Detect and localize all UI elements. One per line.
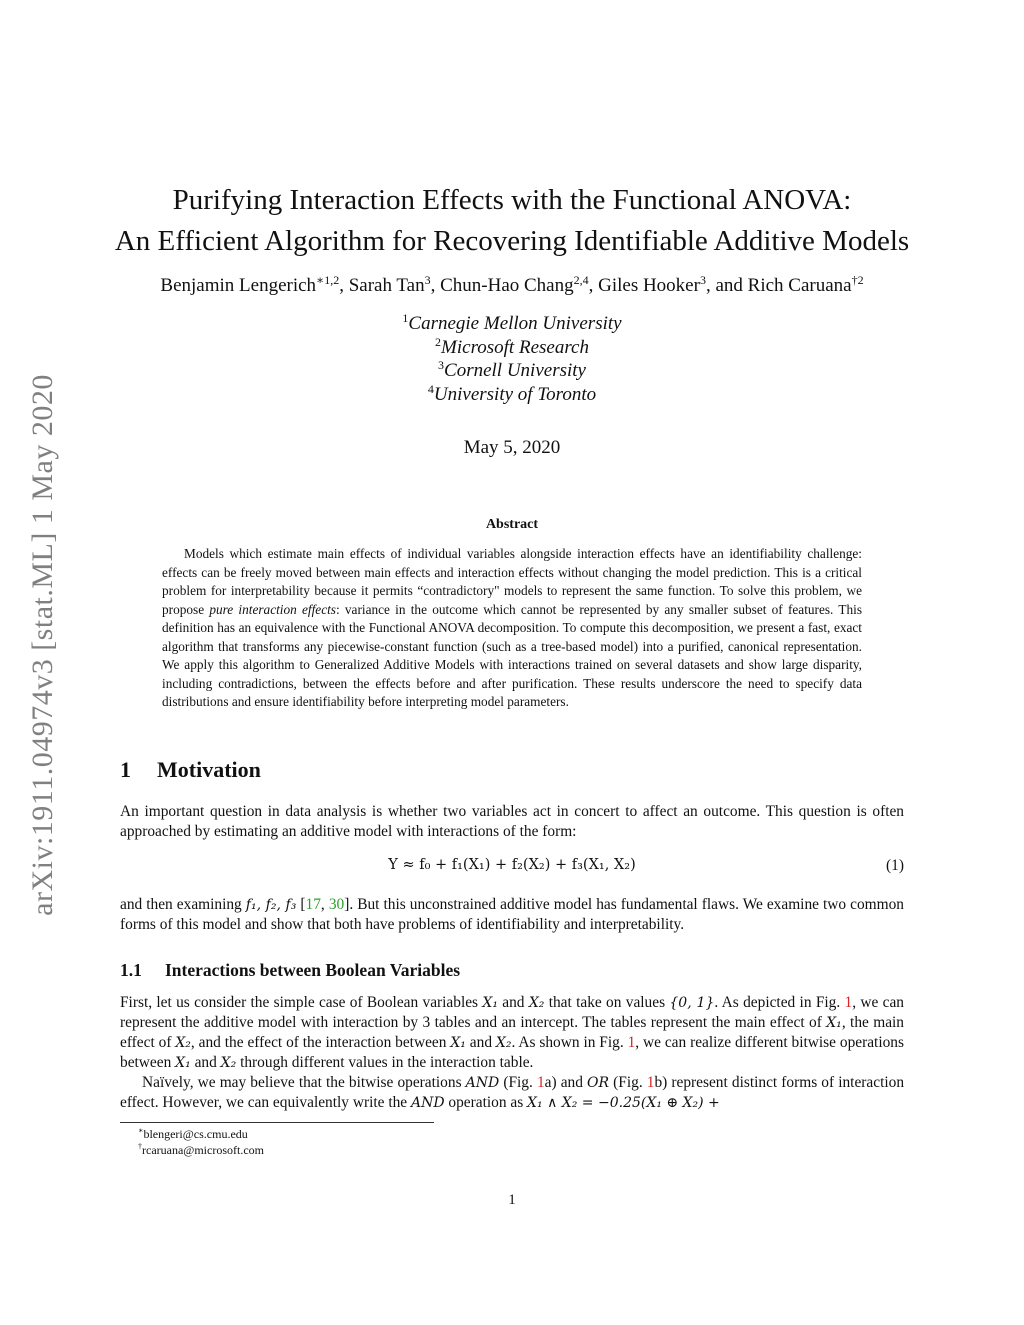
title-line-1: Purifying Interaction Effects with the Functional ANOVA:	[172, 184, 852, 216]
text: [	[296, 896, 306, 913]
author-affil-mark: 3	[424, 273, 431, 287]
text: , and the effect of the interaction between	[190, 1034, 451, 1051]
equation-body: Y ≈ f₀ + f₁(X₁) + f₂(X₂) + f₃(X₁, X₂)	[388, 857, 636, 873]
footnote-email[interactable]: rcaruana@microsoft.com	[142, 1143, 264, 1157]
text: and	[497, 994, 529, 1011]
text: ,	[320, 896, 329, 913]
author-affil-mark: 3	[699, 273, 706, 287]
paper-title	[0, 180, 1024, 262]
author-name: Chun-Hao Chang	[440, 275, 574, 296]
author-affil-mark: ∗1,2	[316, 273, 340, 287]
author-name: Sarah Tan	[348, 275, 425, 296]
math-inline: X₂	[495, 1035, 512, 1051]
author-list	[0, 275, 1024, 297]
affiliation	[0, 336, 1024, 360]
text: b) represent distinct forms of interaction effect. However, we can equivalently write the	[120, 1074, 905, 1111]
text: , the main effect of	[120, 1014, 905, 1051]
text: operation as	[444, 1094, 528, 1111]
text: Naïvely, we may believe that the bitwise operations	[142, 1074, 466, 1091]
author-separator: , and	[705, 275, 748, 296]
author-name: Giles Hooker	[598, 275, 700, 296]
math-inline: X₁	[450, 1035, 466, 1051]
figure-ref-link[interactable]: 1	[844, 994, 853, 1011]
motivation-paragraph-1: An important question in data analysis is whether two variables act in concert to affect an outcome. This question is often approached by estimating an additive model with interactions of the form:	[120, 803, 904, 840]
author-name: Benjamin Lengerich	[160, 275, 317, 296]
math-inline: X₁	[826, 1015, 842, 1031]
text: , we can represent the additive model with interaction by 3 tables and an intercept. The tables represent the main effect of	[120, 994, 904, 1031]
footnote-mark: †	[138, 1142, 142, 1151]
text: and	[190, 1054, 221, 1071]
affiliation-name: Cornell University	[444, 360, 586, 381]
text: through different values in the interaction table.	[236, 1054, 534, 1071]
footnote-divider	[120, 1122, 434, 1123]
equation-number: (1)	[886, 857, 904, 874]
text: and then examining	[120, 896, 246, 913]
affiliation-number: 2	[435, 334, 442, 349]
author-separator: ,	[430, 275, 441, 296]
text: , we can realize different bitwise operations between	[120, 1034, 904, 1071]
section-heading-motivation	[120, 757, 261, 783]
footnote	[138, 1143, 264, 1158]
text: ]. But this unconstrained additive model has fundamental flaws. We examine two common forms of this model and show that both have problems of identifiability and interpretability.	[120, 896, 904, 933]
footnote	[138, 1127, 248, 1142]
footnote-mark: ∗	[138, 1126, 144, 1135]
figure-ref-link[interactable]: 1	[627, 1034, 636, 1051]
motivation-paragraph-2	[120, 895, 904, 935]
math-inline: f₁, f₂, f₃	[245, 897, 297, 913]
text: (Fig.	[499, 1074, 537, 1091]
equation-1	[120, 857, 904, 879]
title-line-2: An Efficient Algorithm for Recovering Identifiable Additive Models	[114, 225, 910, 257]
figure-ref-link[interactable]: 1	[536, 1074, 545, 1091]
abstract-body	[162, 545, 862, 712]
page-number: 1	[508, 1192, 516, 1208]
abstract-text: Models which estimate main effects of individual variables alongside interaction effects have an identifiability challenge: effects can be freely moved between main effects and interaction effects without changing the model prediction. This is a critical problem for interpretability because it permits “contradictory" models to represent the same function. To solve this problem, we propose	[162, 546, 862, 617]
math-inline: AND	[410, 1095, 445, 1111]
subsection-title: Interactions between Boolean Variables	[165, 960, 461, 980]
affiliation-number: 1	[402, 311, 409, 325]
affiliation-list	[0, 312, 1024, 406]
abstract-emphasis: pure interaction effects	[209, 601, 336, 617]
section-title: Motivation	[157, 757, 261, 782]
citation-link[interactable]: 17	[305, 896, 321, 913]
text: . As shown in Fig.	[511, 1034, 628, 1051]
affiliation	[0, 359, 1024, 383]
text: that take on values	[544, 994, 670, 1011]
text: a) and	[544, 1074, 588, 1091]
figure-ref-link[interactable]: 1	[646, 1074, 655, 1091]
affiliation-name: University of Toronto	[433, 383, 597, 405]
math-inline: X₂	[220, 1055, 237, 1071]
abstract-heading: Abstract	[485, 517, 539, 532]
arxiv-sidebar-stamp	[18, 345, 68, 945]
text: First, let us consider the simple case of Boolean variables	[120, 994, 483, 1011]
arxiv-identifier: arXiv:1911.04974v3 [stat.ML] 1 May 2020	[26, 374, 59, 916]
subsection-number: 1.1	[120, 960, 142, 980]
affiliation	[0, 383, 1024, 407]
citation-link[interactable]: 30	[328, 896, 345, 913]
text: (Fig.	[609, 1074, 647, 1091]
math-inline: X₁ ∧ X₂ = −0.25(X₁ ⊕ X₂) +	[527, 1095, 720, 1111]
author-affil-mark: †2	[851, 273, 864, 287]
math-inline: AND	[465, 1075, 500, 1091]
affiliation-name: Microsoft Research	[441, 336, 589, 358]
affiliation-name: Carnegie Mellon University	[408, 313, 622, 334]
boolean-paragraph-2	[120, 1073, 904, 1113]
math-inline: OR	[587, 1075, 610, 1091]
math-inline: {0, 1}	[669, 995, 715, 1011]
subsection-heading-boolean	[120, 960, 460, 981]
publication-date: May 5, 2020	[463, 437, 561, 458]
boolean-paragraph-1	[120, 993, 904, 1073]
author-separator: ,	[588, 275, 599, 296]
math-inline: X₂	[528, 995, 545, 1011]
section-number: 1	[120, 757, 131, 782]
text: and	[465, 1034, 496, 1051]
affiliation-number: 3	[438, 358, 445, 372]
affiliation	[0, 312, 1024, 336]
author-separator: ,	[339, 275, 349, 296]
math-inline: X₁	[482, 995, 498, 1011]
affiliation-number: 4	[427, 381, 434, 396]
math-inline: X₂	[175, 1035, 191, 1051]
footnote-email[interactable]: blengeri@cs.cmu.edu	[143, 1127, 248, 1141]
text: . As depicted in Fig.	[714, 994, 845, 1011]
abstract-text: : variance in the outcome which cannot be represented by any smaller subset of features. This definition has an equivalence with the Functional ANOVA decomposition. To compute this decomposition, we present a fast, exact algorithm that transforms any piecewise-constant function (such as a tree-based model) into a purified, canonical representation. We apply this algorithm to Generalized Additive Models with interactions trained on several datasets and show large disparity, including contradictions, between the effects before and after purification. These results underscore the need to specify data distributions and ensure identifiability before interpreting model parameters.	[162, 601, 862, 709]
author-affil-mark: 2,4	[573, 273, 589, 287]
author-name: Rich Caruana	[747, 275, 852, 296]
math-inline: X₁	[175, 1055, 191, 1071]
